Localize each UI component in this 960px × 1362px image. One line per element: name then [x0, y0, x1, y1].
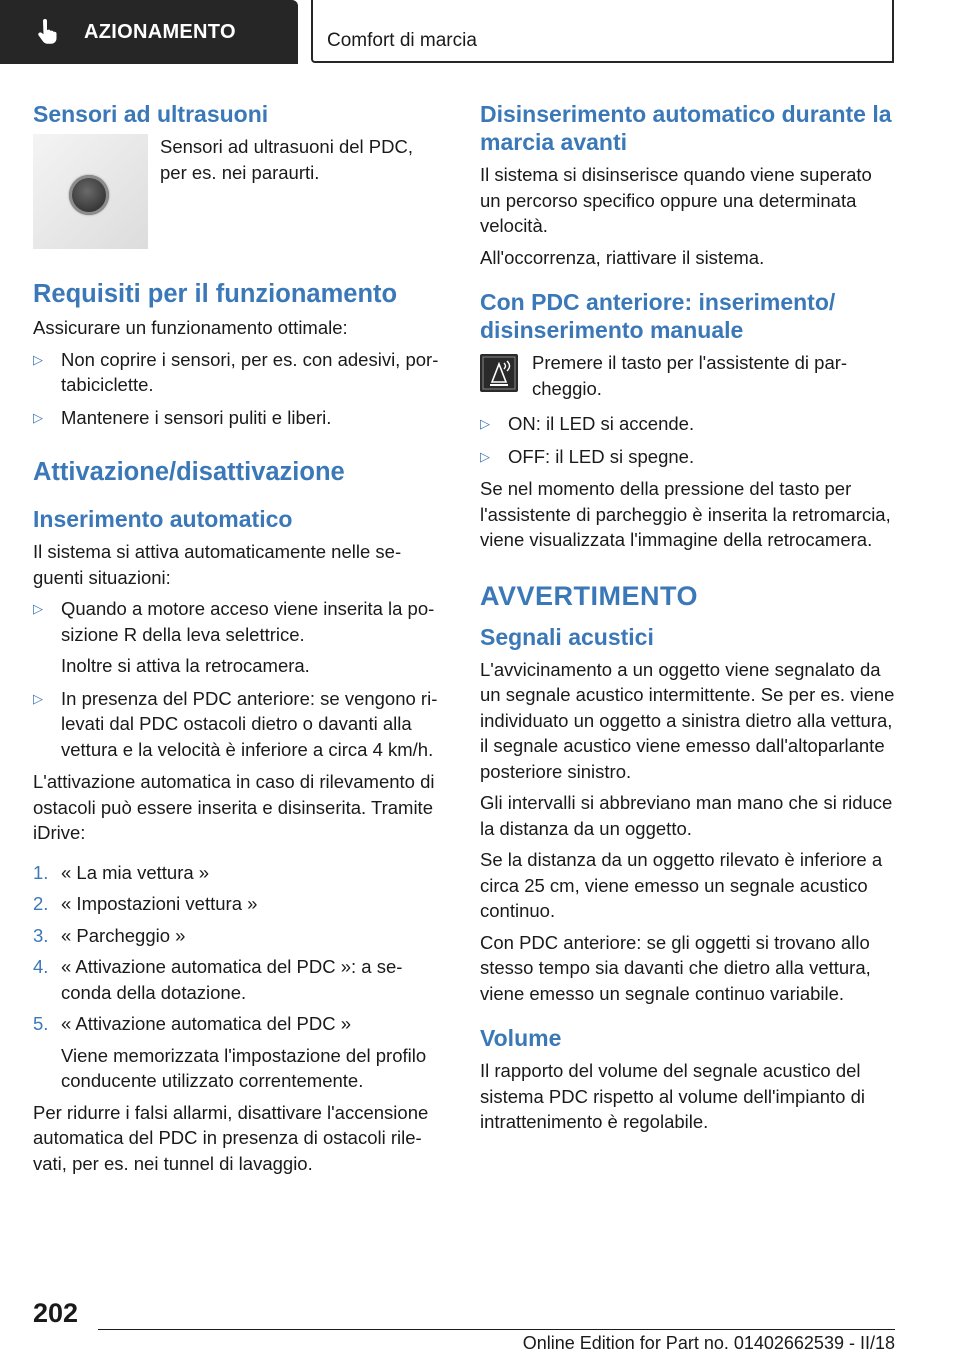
- list-item: ▷ Non coprire i sensori, per es. con adesivi, portabiciclette.: [33, 348, 439, 395]
- list-item: ▷ Mantenere i sensori puliti e liberi.: [33, 405, 445, 431]
- acoustic-paragraph-2: Gli intervalli si abbreviano man mano che si riduce la distanza da un oggetto.: [480, 792, 893, 839]
- section-header: [311, 0, 894, 63]
- acoustic-paragraph-3: Se la distanza da un oggetto rilevato è inferiore a circa 25 cm, viene emesso un segnale acustico continuo.: [480, 849, 883, 921]
- park-assist-button-icon: [480, 354, 518, 392]
- list-item: 3. « Parcheggio »: [33, 924, 186, 946]
- triangle-bullet-icon: ▷: [480, 448, 490, 464]
- warning-heading: AVVERTIMENTO: [480, 580, 699, 611]
- sensor-dot: [69, 175, 109, 215]
- ultrasonic-sensor-image: [33, 134, 148, 249]
- volume-heading: Volume: [480, 1025, 562, 1051]
- hand-pointer-icon: [34, 19, 60, 45]
- false-alarm-paragraph: Per ridurre i falsi allarmi, disattivare l'accensione automatica del PDC in presenza di ostacoli rilevati, per es. nei tunnel di lavaggio.: [33, 1101, 429, 1174]
- list-item: 1. « La mia vettura »: [33, 861, 210, 883]
- requirements-heading: Requisiti per il funzionamento: [33, 280, 398, 308]
- activation-heading: Attivazione/disattivazione: [33, 458, 345, 486]
- chapter-tab: [0, 0, 298, 64]
- front-pdc-heading: Con PDC anteriore: inserimento/ disinserimento manuale: [480, 289, 836, 343]
- requirements-intro: Assicurare un funzionamento ottimale:: [33, 317, 348, 338]
- right-column: [480, 100, 895, 1141]
- chapter-title: AZIONAMENTO: [84, 20, 236, 43]
- sensor-caption: Sensori ad ultrasuoni del PDC, per es. nei paraurti.: [160, 136, 413, 183]
- list-item: 5. « Attivazione automatica del PDC » Viene memorizzata l'impostazione del profilo conducente utilizzato correntemente.: [33, 1013, 427, 1091]
- triangle-bullet-icon: ▷: [33, 601, 43, 616]
- page-number: 202: [33, 1298, 79, 1328]
- triangle-bullet-icon: ▷: [33, 351, 43, 367]
- idrive-steps: [33, 860, 445, 1094]
- auto-activation-paragraph: L'attivazione automatica in caso di rilevamento di ostacoli può essere inserita e disinserita. Tramite iDrive:: [33, 771, 435, 843]
- auto-insert-list: [33, 596, 445, 762]
- section-title: Comfort di marcia: [327, 30, 477, 51]
- list-item: ▷ In presenza del PDC anteriore: se vengono rilevati dal PDC ostacoli dietro o davanti alla vettura e la velocità è inferiore a circa 4 km/h.: [33, 687, 438, 760]
- list-item: 4. « Attivazione automatica del PDC »: a seconda della dotazione.: [33, 956, 403, 1003]
- pdc-button-caption: Premere il tasto per l'assistente di parcheggio.: [532, 352, 848, 399]
- left-column: [33, 100, 445, 1182]
- pdc-button-figure: [480, 350, 895, 401]
- sensors-heading: Sensori ad ultrasuoni: [33, 101, 269, 127]
- acoustic-signals-heading: Segnali acustici: [480, 623, 654, 650]
- reactivate-paragraph: All'occorrenza, riattivare il sistema.: [480, 246, 765, 268]
- edition-text: Online Edition for Part no. 01402662539 - II/18: [522, 1333, 895, 1353]
- auto-disable-paragraph: Il sistema si disinserisce quando viene superato un percorso specifico oppure una determinata velocità.: [480, 164, 872, 236]
- footer-divider: [98, 1329, 895, 1330]
- list-item: ▷ Quando a motore acceso viene inserita la posizione R della leva selettrice. Inoltre si attiva la retrocamera.: [33, 598, 435, 676]
- requirements-list: [33, 347, 445, 431]
- triangle-bullet-icon: ▷: [480, 416, 490, 431]
- triangle-bullet-icon: ▷: [33, 690, 43, 706]
- reverse-gear-paragraph: Se nel momento della pressione del tasto per l'assistente di parcheggio è inserita la retromarcia, viene visualizzata l'immagine della retrocamera.: [480, 478, 891, 550]
- list-item: 2. « Impostazioni vettura »: [33, 893, 258, 914]
- volume-paragraph: Il rapporto del volume del segnale acustico del sistema PDC rispetto al volume dell'impianto di intrattenimento è regolabile.: [480, 1060, 865, 1132]
- list-item: ▷ ON: il LED si accende.: [480, 411, 895, 437]
- acoustic-paragraph-1: L'avvicinamento a un oggetto viene segnalato da un segnale acustico intermittente. Se per es. viene individuato un oggetto a sinistra dietro alla vettura, il segnale acustico viene emesso dall'altoparlante posteriore sinistro.: [480, 658, 895, 782]
- auto-insert-intro: Il sistema si attiva automaticamente nelle seguenti situazioni:: [33, 541, 402, 588]
- page-header: [0, 0, 960, 66]
- led-list: [480, 411, 895, 469]
- auto-insert-heading: Inserimento automatico: [33, 506, 293, 532]
- list-item: ▷ OFF: il LED si spegne.: [480, 444, 895, 470]
- acoustic-paragraph-4: Con PDC anteriore: se gli oggetti si trovano allo stesso tempo sia davanti che dietro alla vettura, viene emesso un segnale continuo variabile.: [480, 931, 871, 1004]
- triangle-bullet-icon: ▷: [33, 409, 43, 425]
- sensor-figure: [33, 134, 445, 249]
- auto-disable-heading: Disinserimento automatico durante la marcia avanti: [480, 101, 892, 155]
